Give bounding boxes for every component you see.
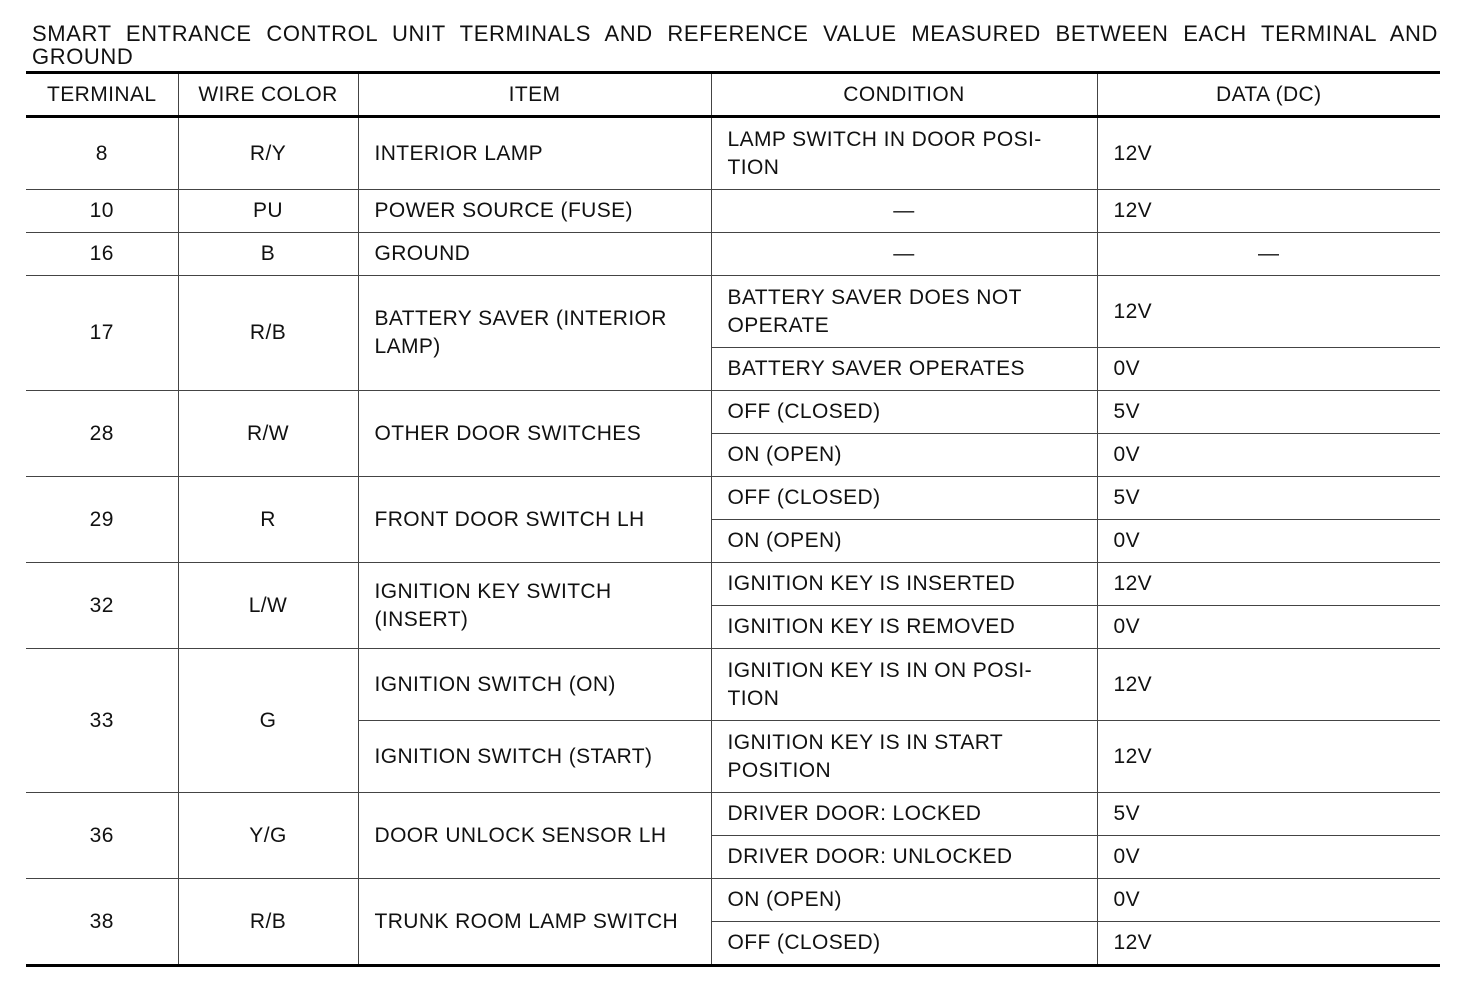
item-cell: BATTERY SAVER (INTERIOR LAMP) xyxy=(358,276,711,391)
item-cell: POWER SOURCE (FUSE) xyxy=(358,190,711,233)
data-cell: 5V xyxy=(1097,391,1440,434)
data-cell: 12V xyxy=(1097,563,1440,606)
wire-color-cell: Y/G xyxy=(178,793,358,879)
item-cell: DOOR UNLOCK SENSOR LH xyxy=(358,793,711,879)
terminal-cell: 38 xyxy=(26,879,178,966)
wire-color-cell: B xyxy=(178,233,358,276)
wire-color-cell: L/W xyxy=(178,563,358,649)
item-cell: OTHER DOOR SWITCHES xyxy=(358,391,711,477)
data-cell: 12V xyxy=(1097,190,1440,233)
condition-cell: DRIVER DOOR: UNLOCKED xyxy=(711,836,1097,879)
table-row xyxy=(26,649,1440,721)
terminal-cell: 16 xyxy=(26,233,178,276)
wire-color-cell: R/B xyxy=(178,276,358,391)
condition-cell: OFF (CLOSED) xyxy=(711,391,1097,434)
page-title: SMART ENTRANCE CONTROL UNIT TERMINALS AND REFERENCE VALUE MEASURED BETWEEN EACH TERMINAL AND GROUND xyxy=(32,21,1438,69)
condition-cell: ON (OPEN) xyxy=(711,434,1097,477)
wire-color-cell: R/Y xyxy=(178,117,358,190)
data-cell: 0V xyxy=(1097,348,1440,391)
data-cell: 0V xyxy=(1097,879,1440,922)
item-cell: IGNITION SWITCH (ON) xyxy=(358,649,711,721)
data-cell: 5V xyxy=(1097,793,1440,836)
header-item: ITEM xyxy=(358,73,711,117)
data-cell: 5V xyxy=(1097,477,1440,520)
terminal-cell: 36 xyxy=(26,793,178,879)
data-cell: 0V xyxy=(1097,520,1440,563)
table-row xyxy=(26,190,1440,233)
condition-cell: — xyxy=(711,190,1097,233)
terminal-cell: 8 xyxy=(26,117,178,190)
data-cell: 12V xyxy=(1097,276,1440,348)
item-cell: FRONT DOOR SWITCH LH xyxy=(358,477,711,563)
item-cell: TRUNK ROOM LAMP SWITCH xyxy=(358,879,711,966)
condition-cell: BATTERY SAVER OPERATES xyxy=(711,348,1097,391)
terminal-reference-table xyxy=(26,71,1440,967)
table-row xyxy=(26,117,1440,190)
condition-cell: LAMP SWITCH IN DOOR POSI- TION xyxy=(711,117,1097,190)
table-row xyxy=(26,276,1440,348)
condition-cell: OFF (CLOSED) xyxy=(711,477,1097,520)
data-cell: 0V xyxy=(1097,836,1440,879)
table-row xyxy=(26,563,1440,606)
condition-cell: DRIVER DOOR: LOCKED xyxy=(711,793,1097,836)
terminal-cell: 29 xyxy=(26,477,178,563)
data-cell: 12V xyxy=(1097,117,1440,190)
data-cell: 0V xyxy=(1097,434,1440,477)
condition-cell: IGNITION KEY IS REMOVED xyxy=(711,606,1097,649)
terminal-cell: 17 xyxy=(26,276,178,391)
wire-color-cell: R xyxy=(178,477,358,563)
header-data: DATA (DC) xyxy=(1097,73,1440,117)
header-terminal: TERMINAL xyxy=(26,73,178,117)
wire-color-cell: G xyxy=(178,649,358,793)
header-row xyxy=(26,73,1440,117)
wire-color-cell: PU xyxy=(178,190,358,233)
terminal-cell: 10 xyxy=(26,190,178,233)
condition-cell: IGNITION KEY IS IN ON POSI- TION xyxy=(711,649,1097,721)
item-cell: IGNITION SWITCH (START) xyxy=(358,721,711,793)
data-cell: 12V xyxy=(1097,721,1440,793)
condition-cell: IGNITION KEY IS IN START POSITION xyxy=(711,721,1097,793)
wire-color-cell: R/B xyxy=(178,879,358,966)
condition-cell: IGNITION KEY IS INSERTED xyxy=(711,563,1097,606)
terminal-cell: 33 xyxy=(26,649,178,793)
table-row xyxy=(26,233,1440,276)
data-cell: 12V xyxy=(1097,649,1440,721)
table-row xyxy=(26,391,1440,434)
condition-cell: ON (OPEN) xyxy=(711,520,1097,563)
data-cell: — xyxy=(1097,233,1440,276)
table-row xyxy=(26,879,1440,922)
condition-cell: BATTERY SAVER DOES NOT OPERATE xyxy=(711,276,1097,348)
header-condition: CONDITION xyxy=(711,73,1097,117)
table-row xyxy=(26,477,1440,520)
data-cell: 0V xyxy=(1097,606,1440,649)
terminal-cell: 32 xyxy=(26,563,178,649)
data-cell: 12V xyxy=(1097,922,1440,966)
item-cell: GROUND xyxy=(358,233,711,276)
condition-cell: — xyxy=(711,233,1097,276)
condition-cell: OFF (CLOSED) xyxy=(711,922,1097,966)
wire-color-cell: R/W xyxy=(178,391,358,477)
item-cell: INTERIOR LAMP xyxy=(358,117,711,190)
table-row xyxy=(26,793,1440,836)
terminal-cell: 28 xyxy=(26,391,178,477)
condition-cell: ON (OPEN) xyxy=(711,879,1097,922)
header-wire-color: WIRE COLOR xyxy=(178,73,358,117)
item-cell: IGNITION KEY SWITCH (INSERT) xyxy=(358,563,711,649)
